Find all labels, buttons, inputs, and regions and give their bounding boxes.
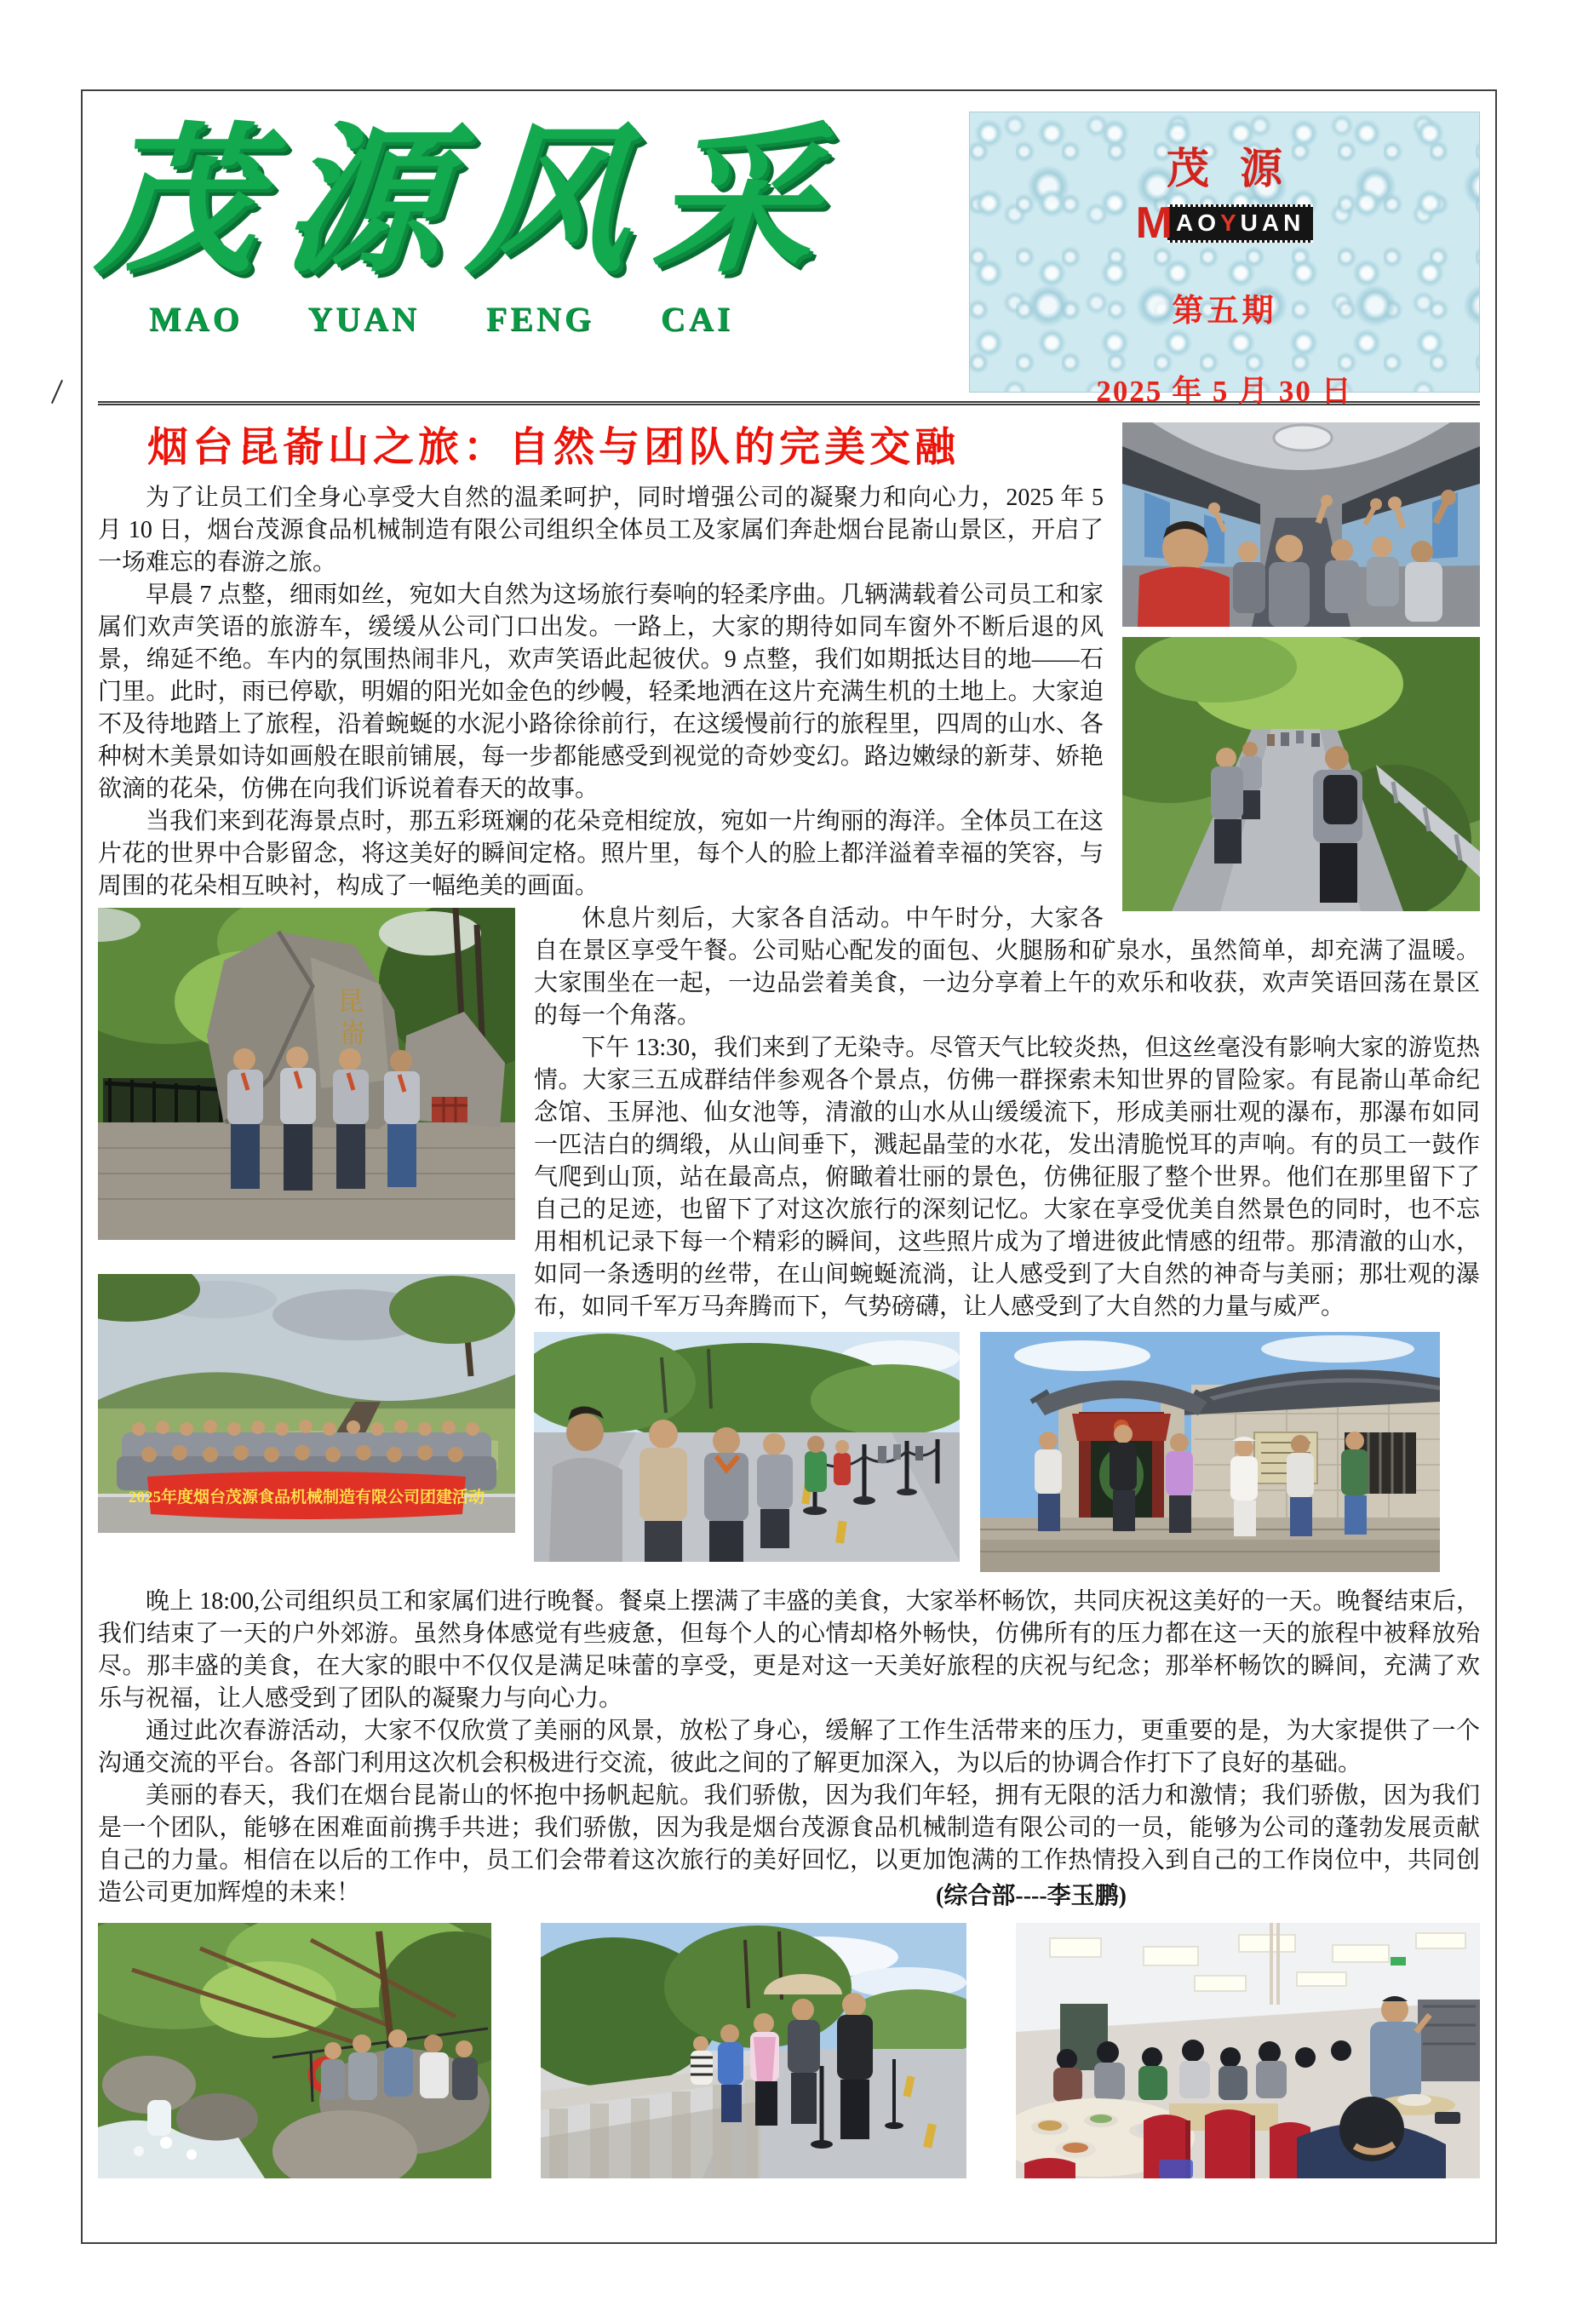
issue-date: 2025 年 5 月 30 日 xyxy=(1096,375,1353,408)
stray-pen-mark xyxy=(51,380,63,404)
left-photo-column xyxy=(98,908,515,1533)
article-section-2 xyxy=(98,903,1480,1572)
masthead-title-en: MAO YUAN FENG CAI xyxy=(149,299,734,338)
middle-photo-row xyxy=(534,1332,1480,1572)
article-headline: 烟台昆嵛山之旅：自然与团队的完美交融 xyxy=(147,425,961,470)
issue-info-box xyxy=(969,112,1480,408)
monument-character-2: 嵛 xyxy=(340,1020,365,1048)
company-logo-cn: 茂源 xyxy=(1167,145,1313,192)
company-logo-en xyxy=(1136,198,1314,249)
right-photo-column xyxy=(1122,422,1480,911)
article-section-1 xyxy=(98,422,1480,903)
logo-filmstrip xyxy=(1167,204,1313,243)
logo-letter-y: Y xyxy=(1219,209,1241,236)
team-banner-photo xyxy=(98,1274,515,1533)
article-paragraph: 当我们来到花海景点时，那五彩斑斓的花朵竞相绽放，宛如一片绚丽的海洋。全体员工在这片花的世界中合影留念，将这美好的瞬间定格。照片里，每个人的脸上都洋溢着幸福的笑容，与周围的花朵相互映衬，构成了一幅绝美的画面。 xyxy=(98,808,1104,899)
hiking-road-photo xyxy=(1122,637,1480,911)
article-paragraph: 为了让员工们全身心享受大自然的温柔呵护，同时增强公司的凝聚力和向心力，2025 年 5 月 10 日，烟台茂源食品机械制造有限公司组织全体员工及家属们奔赴烟台昆嵛山景区，开启了一场难忘的春游之旅。 xyxy=(98,485,1104,576)
banquet-dinner-photo xyxy=(1016,1923,1480,2178)
article-section-3 xyxy=(98,1586,1480,1911)
team-banner-text: 2025年度烟台茂源食品机械制造有限公司团建活动 xyxy=(128,1489,485,1506)
logo-letters-ao: AO xyxy=(1175,209,1220,236)
temple-gate-photo xyxy=(980,1332,1440,1572)
forest-monument-photo xyxy=(98,908,515,1240)
article-paragraph: 通过此次春游活动，大家不仅欣赏了美丽的风景，放松了身心，缓解了工作生活带来的压力，更重要的是，为大家提供了一个沟通交流的平台。各部门利用这次机会积极进行交流，彼此之间的了解更加深入，为以后的协调合作打下了良好的基础。 xyxy=(98,1718,1480,1776)
bottom-photo-row xyxy=(98,1923,1480,2178)
newsletter-page xyxy=(81,89,1497,2244)
article-paragraph: 休息片刻后，大家各自活动。中午时分，大家各自在景区享受午餐。公司贴心配发的面包、火腿肠和矿泉水，虽然简单，却充满了温暖。大家围坐在一起，一边品尝着美食，一边分享着上午的欢乐和收获，欢声笑语回荡在景区的每一个角落。 xyxy=(534,905,1480,1029)
monument-character-1: 昆 xyxy=(338,988,364,1016)
masthead-header xyxy=(91,103,1480,408)
bus-interior-photo xyxy=(1122,422,1480,627)
logo-letters-uan: UAN xyxy=(1240,209,1305,236)
stream-rocks-photo xyxy=(98,1923,491,2178)
logo-letter-m: M xyxy=(1135,198,1173,248)
walkway-photo xyxy=(534,1332,960,1562)
masthead xyxy=(91,103,969,339)
article-paragraph: 早晨 7 点整，细雨如丝，宛如大自然为这场旅行奏响的轻柔序曲。几辆满载着公司员工和家属们欢声笑语的旅游车，缓缓从公司门口出发。一路上，大家的期待如同车窗外不断后退的风景，绵延不绝。车内的氛围热闹非凡，欢声笑语此起彼伏。9 点整，我们如期抵达目的地——石门里。此时，雨已停歇，明媚的阳光如金色的纱幔，轻柔地洒在这片充满生机的土地上。大家迫不及待地踏上了旅程，沿着蜿蜒的水泥小路徐徐前行，在这缓慢前行的旅程里，四周的山水、各种树木美景如诗如画般在眼前铺展，每一步都能感受到视觉的奇妙变幻。路边嫩绿的新芽、娇艳欲滴的花朵，仿佛在向我们诉说着春天的故事。 xyxy=(98,582,1104,802)
article-paragraph: 晚上 18:00,公司组织员工和家属们进行晚餐。餐桌上摆满了丰盛的美食，大家举杯畅饮，共同庆祝这美好的一天。晚餐结束后，我们结束了一天的户外郊游。虽然身体感觉有些疲惫，但每个人的心情却格外畅快，仿佛所有的压力都在这一天的旅程中被释放殆尽。那丰盛的美食，在大家的眼中不仅仅是满足味蕾的享受，更是对这一天美好旅程的庆祝与纪念；那举杯畅饮的瞬间，充满了欢乐与祝福，让人感受到了团队的凝聚力与向心力。 xyxy=(98,1588,1480,1712)
article-paragraph: 美丽的春天，我们在烟台昆嵛山的怀抱中扬帆起航。我们骄傲，因为我们年轻，拥有无限的活力和激情；我们骄傲，因为我们是一个团队，能够在困难面前携手共进；我们骄傲，因为我是烟台茂源食品机械制造有限公司的一员，能够为公司的蓬勃发展贡献自己的力量。相信在以后的工作中，员工们会带着这次旅行的美好回忆，以更加饱满的工作热情投入到自己的工作岗位中，共同创造公司更加辉煌的未来！ xyxy=(98,1782,1480,1906)
bridge-road-photo xyxy=(541,1923,966,2178)
byline: (综合部----李玉鹏) xyxy=(936,1883,1127,1909)
article-paragraph: 下午 13:30，我们来到了无染寺。尽管天气比较炎热，但这丝毫没有影响大家的游览热情。大家三五成群结伴参观各个景点，仿佛一群探索未知世界的冒险家。有昆嵛山革命纪念馆、玉屏池、仙女池等，清澈的山水从山缓缓流下，形成美丽壮观的瀑布，那瀑布如同一匹洁白的绸缎，从山间垂下，溅起晶莹的水花，发出清脆悦耳的声响。有的员工一鼓作气爬到山顶，站在最高点，俯瞰着壮丽的景色，仿佛征服了整个世界。他们在那里留下了自己的足迹，也留下了对这次旅行的深刻记忆。大家在享受优美自然景色的同时，也不忘用相机记录下每一个精彩的瞬间，这些照片成为了增进彼此情感的纽带。那清澈的山水，如同一条透明的丝带，在山间蜿蜒流淌，让人感受到了大自然的神奇与美丽；那壮观的瀑布，如同千军万马奔腾而下，气势磅礴，让人感受到了大自然的力量与威严。 xyxy=(534,1035,1480,1320)
masthead-title-cn: 茂源风采 xyxy=(91,108,847,295)
issue-number: 第五期 xyxy=(1172,294,1277,329)
article-body-3 xyxy=(98,1586,1480,1909)
